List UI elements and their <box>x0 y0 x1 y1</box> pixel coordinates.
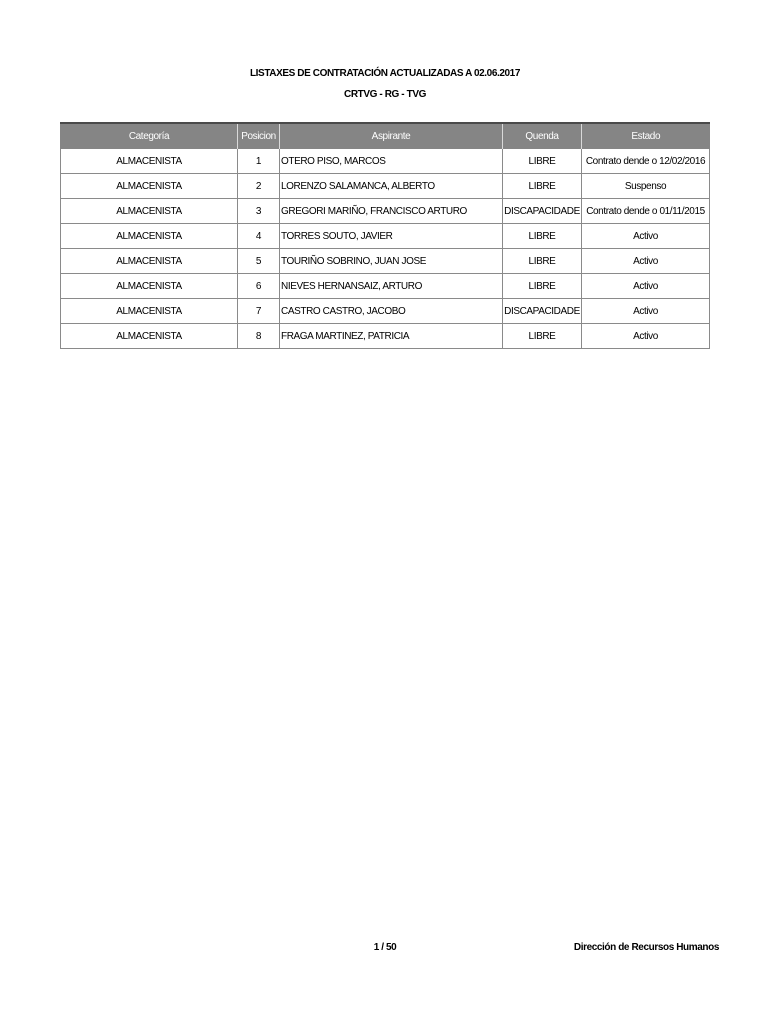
cell-quenda: LIBRE <box>503 224 582 249</box>
cell-categoria: ALMACENISTA <box>61 149 238 174</box>
table-row <box>61 249 710 274</box>
cell-estado: Activo <box>582 299 710 324</box>
table-row <box>61 174 710 199</box>
table-row <box>61 199 710 224</box>
cell-estado: Activo <box>582 274 710 299</box>
table-row <box>61 149 710 174</box>
cell-quenda: LIBRE <box>503 274 582 299</box>
table-row <box>61 324 710 349</box>
document-title: LISTAXES DE CONTRATACIÓN ACTUALIZADAS A 02.06.2017 <box>249 68 521 79</box>
column-header-categoria: Categoría <box>61 123 238 149</box>
cell-aspirante: TOURIÑO SOBRINO, JUAN JOSE <box>280 249 503 274</box>
cell-estado: Contrato dende o 12/02/2016 <box>582 149 710 174</box>
cell-aspirante: NIEVES HERNANSAIZ, ARTURO <box>280 274 503 299</box>
cell-categoria: ALMACENISTA <box>61 174 238 199</box>
cell-quenda: LIBRE <box>503 324 582 349</box>
cell-quenda: LIBRE <box>503 149 582 174</box>
cell-posicion: 7 <box>238 299 280 324</box>
page-number: 1 / 50 <box>373 942 397 953</box>
cell-categoria: ALMACENISTA <box>61 249 238 274</box>
cell-estado: Activo <box>582 324 710 349</box>
cell-aspirante: FRAGA MARTINEZ, PATRICIA <box>280 324 503 349</box>
cell-categoria: ALMACENISTA <box>61 274 238 299</box>
document-subtitle: CRTVG - RG - TVG <box>344 89 426 100</box>
cell-categoria: ALMACENISTA <box>61 199 238 224</box>
cell-posicion: 5 <box>238 249 280 274</box>
table-row <box>61 299 710 324</box>
cell-quenda: LIBRE <box>503 249 582 274</box>
cell-estado: Suspenso <box>582 174 710 199</box>
cell-estado: Activo <box>582 224 710 249</box>
cell-aspirante: GREGORI MARIÑO, FRANCISCO ARTURO <box>280 199 503 224</box>
cell-quenda: DISCAPACIDADE <box>503 199 582 224</box>
table-row <box>61 274 710 299</box>
cell-posicion: 8 <box>238 324 280 349</box>
cell-posicion: 1 <box>238 149 280 174</box>
cell-categoria: ALMACENISTA <box>61 324 238 349</box>
cell-quenda: DISCAPACIDADE <box>503 299 582 324</box>
table-row <box>61 224 710 249</box>
column-header-quenda: Quenda <box>503 123 582 149</box>
cell-categoria: ALMACENISTA <box>61 299 238 324</box>
cell-estado: Activo <box>582 249 710 274</box>
cell-aspirante: CASTRO CASTRO, JACOBO <box>280 299 503 324</box>
cell-aspirante: OTERO PISO, MARCOS <box>280 149 503 174</box>
cell-aspirante: LORENZO SALAMANCA, ALBERTO <box>280 174 503 199</box>
hiring-list-table <box>60 122 710 349</box>
cell-posicion: 2 <box>238 174 280 199</box>
cell-aspirante: TORRES SOUTO, JAVIER <box>280 224 503 249</box>
cell-estado: Contrato dende o 01/11/2015 <box>582 199 710 224</box>
cell-posicion: 6 <box>238 274 280 299</box>
column-header-posicion: Posicion <box>238 123 280 149</box>
table-header-row <box>61 123 710 149</box>
column-header-aspirante: Aspirante <box>280 123 503 149</box>
cell-posicion: 4 <box>238 224 280 249</box>
column-header-estado: Estado <box>582 123 710 149</box>
cell-categoria: ALMACENISTA <box>61 224 238 249</box>
cell-posicion: 3 <box>238 199 280 224</box>
department-name: Dirección de Recursos Humanos <box>573 942 719 953</box>
cell-quenda: LIBRE <box>503 174 582 199</box>
